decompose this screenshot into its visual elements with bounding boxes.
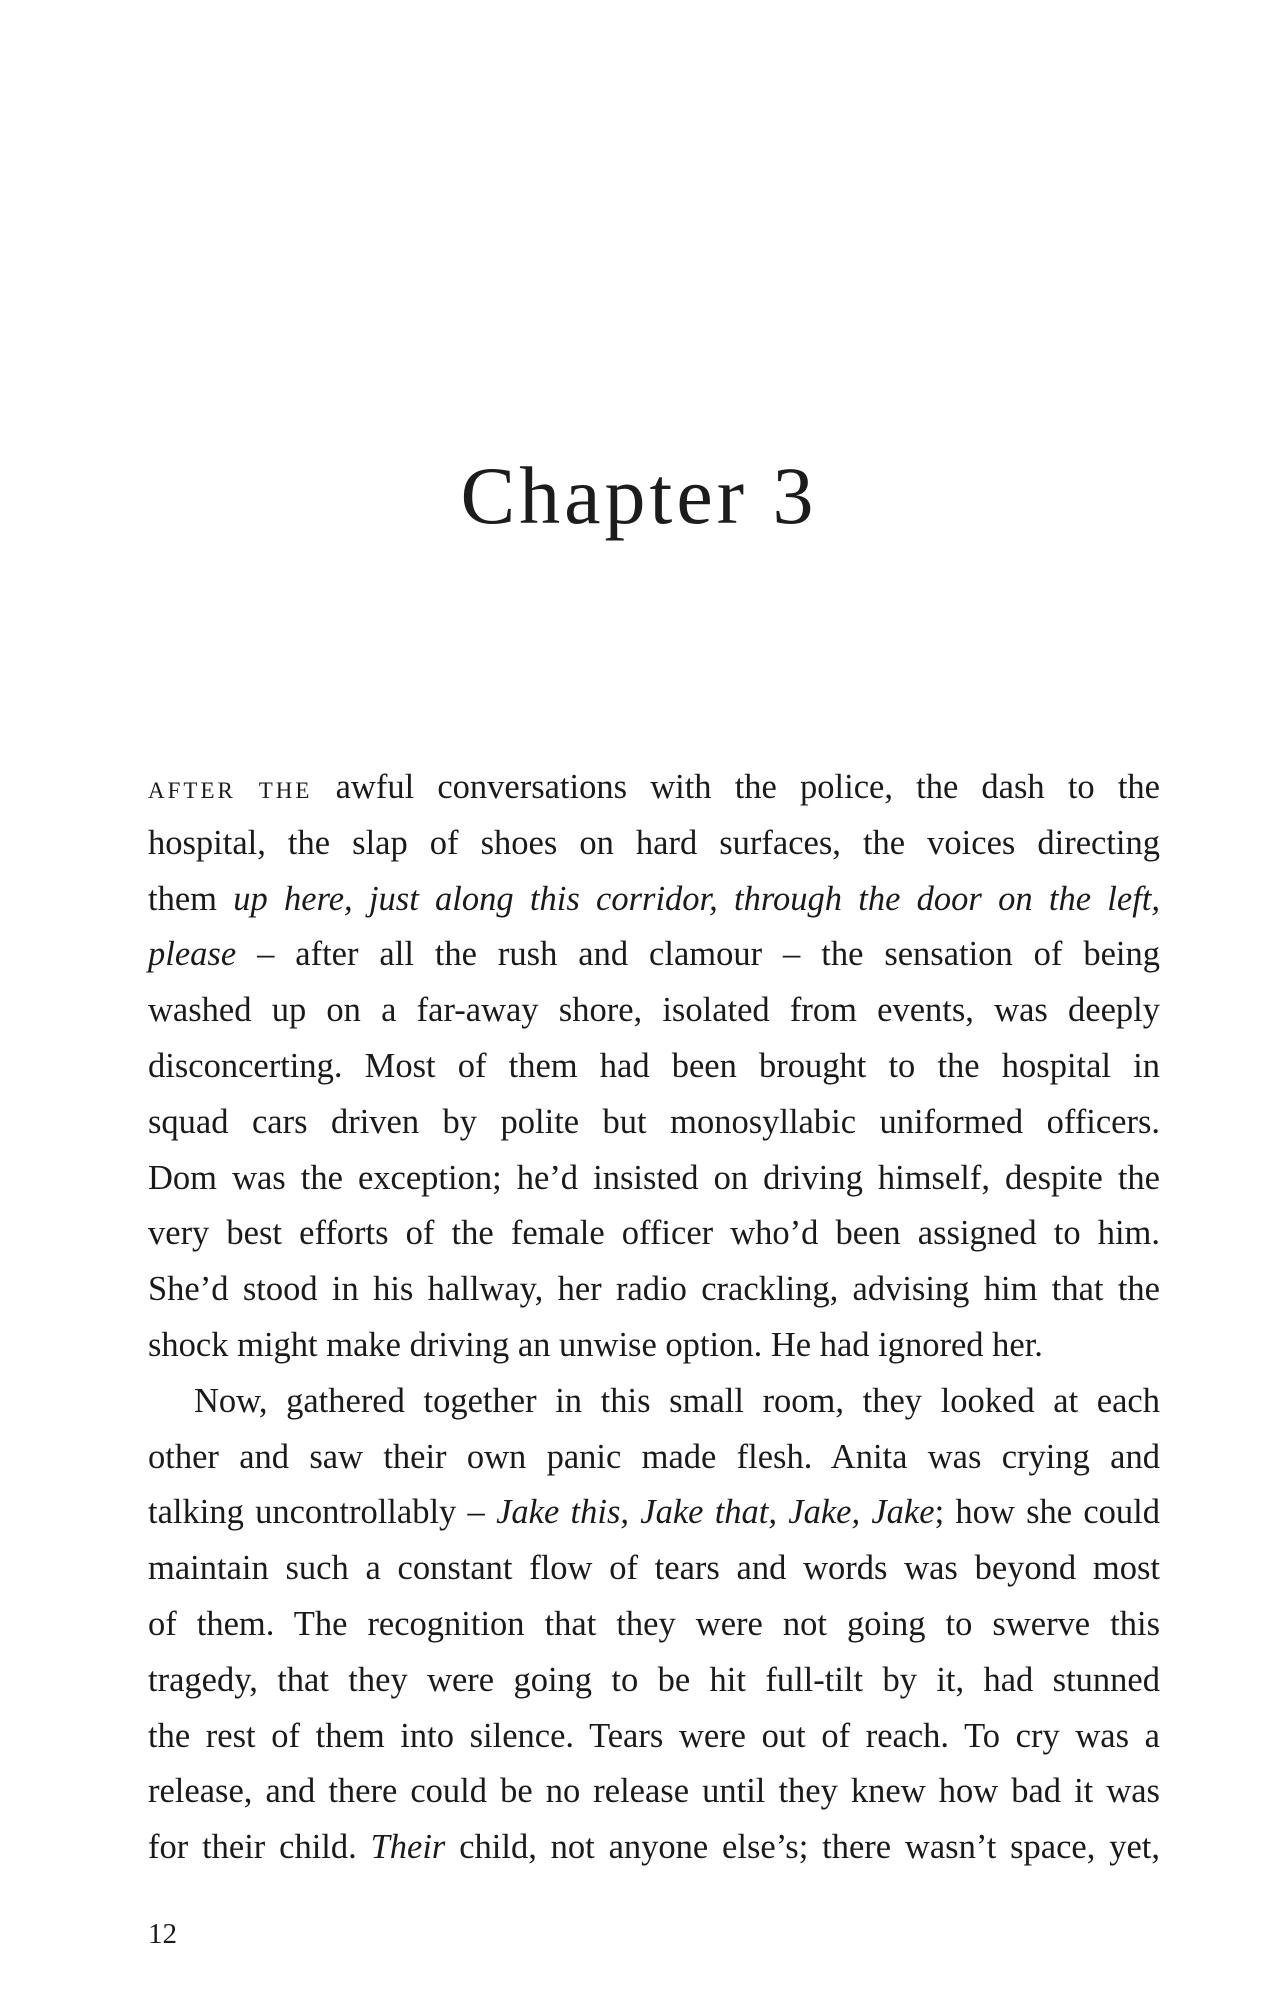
text-run: tragedy, that they were going to be hit full-tilt by it, had stunned (148, 1660, 1160, 1699)
text-line (148, 872, 1160, 928)
text-line (148, 1820, 1160, 1876)
chapter-body (148, 760, 1160, 1876)
text-run: – after all the rush and clamour – the sensation of being (236, 935, 1160, 974)
page-number: 12 (148, 1918, 177, 1950)
text-run: child, not anyone else’s; there wasn’t space, yet, (445, 1828, 1160, 1867)
text-run: She’d stood in his hallway, her radio crackling, advising him that the (148, 1270, 1160, 1309)
text-run: the rest of them into silence. Tears were out of reach. To cry was a (148, 1716, 1160, 1755)
text-run: washed up on a far-away shore, isolated from events, was deeply (148, 991, 1160, 1030)
text-run: very best efforts of the female officer who’d been assigned to him. (148, 1214, 1160, 1253)
chapter-title: Chapter 3 (460, 450, 818, 541)
paragraph (148, 1374, 1160, 1876)
text-line (148, 927, 1160, 983)
text-line (148, 1485, 1160, 1541)
text-line (148, 1430, 1160, 1486)
text-run: other and saw their own panic made flesh. Anita was crying and (148, 1437, 1160, 1476)
text-run: them (148, 879, 234, 918)
text-line (148, 760, 1160, 816)
text-line (148, 1541, 1160, 1597)
text-line (148, 1597, 1160, 1653)
text-line (148, 1653, 1160, 1709)
text-line (148, 1764, 1160, 1820)
text-run: hospital, the slap of shoes on hard surfaces, the voices directing (148, 823, 1160, 862)
text-line (148, 1374, 1160, 1430)
text-run: release, and there could be no release until they knew how bad it was (148, 1772, 1160, 1811)
text-run: awful conversations with the police, the dash to the (312, 768, 1160, 806)
text-run: talking uncontrollably – (148, 1493, 497, 1532)
text-line (148, 1262, 1160, 1318)
text-line (148, 1318, 1160, 1374)
italic-text: Their (370, 1828, 446, 1867)
text-run: Now, gathered together in this small room, they looked at each (194, 1381, 1160, 1420)
text-line (148, 1039, 1160, 1095)
text-run: maintain such a constant flow of tears and words was beyond most (148, 1549, 1160, 1588)
text-run: for their child. (148, 1828, 371, 1867)
italic-text: please (148, 935, 237, 974)
text-run: ; how she could (934, 1493, 1160, 1532)
text-run: disconcerting. Most of them had been brought to the hospital in (148, 1046, 1160, 1085)
text-run: of them. The recognition that they were not going to swerve this (148, 1604, 1160, 1643)
text-line (148, 1095, 1160, 1151)
italic-text: up here, just along this corridor, through the door on the left, (233, 879, 1160, 918)
text-line (148, 816, 1160, 872)
italic-text: Jake this, Jake that, Jake, Jake (496, 1493, 935, 1532)
text-line (148, 983, 1160, 1039)
text-line (148, 1206, 1160, 1262)
text-line (148, 1151, 1160, 1207)
lead-in-smallcaps: AFTER THE (148, 778, 313, 803)
text-line (148, 1709, 1160, 1765)
text-run: Dom was the exception; he’d insisted on driving himself, despite the (148, 1158, 1160, 1197)
text-run: squad cars driven by polite but monosyllabic uniformed officers. (148, 1102, 1160, 1141)
text-run: shock might make driving an unwise option. He had ignored her. (148, 1325, 1043, 1364)
paragraph (148, 760, 1160, 1374)
